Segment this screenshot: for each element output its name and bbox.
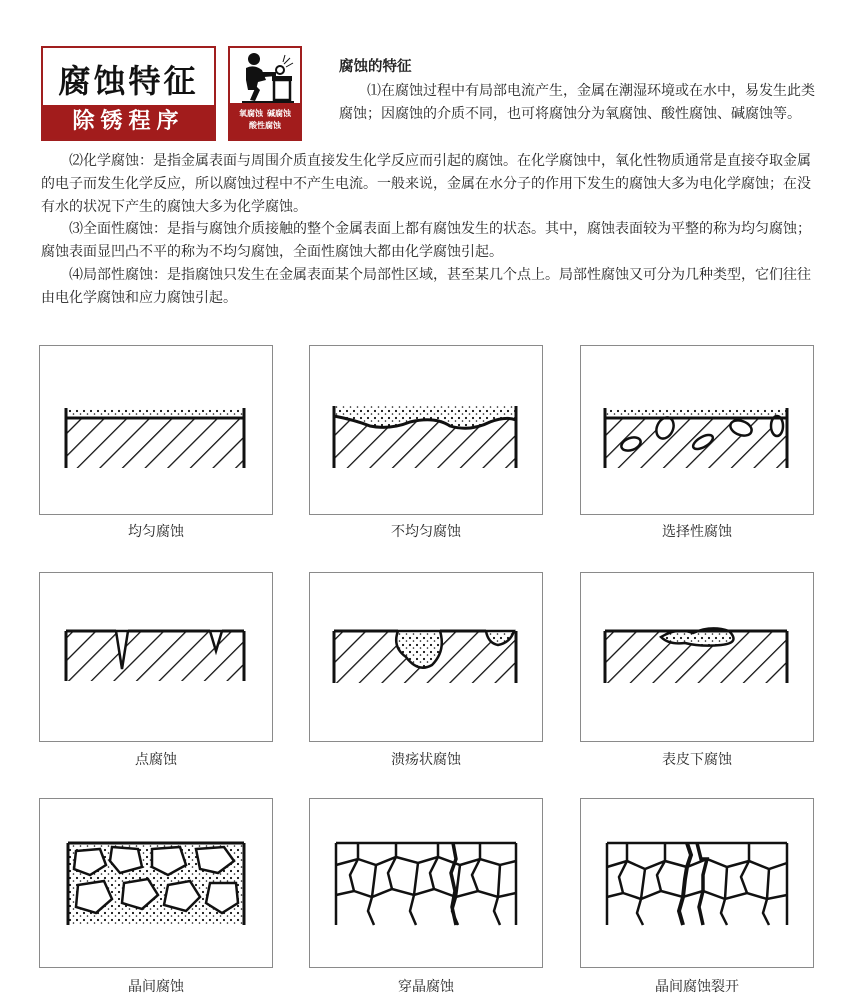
- figure-caption: 晶间腐蚀裂开: [655, 979, 739, 995]
- figure-uneven-corrosion: [309, 345, 543, 515]
- selective-corrosion-illustration: [581, 346, 815, 516]
- uneven-corrosion-illustration: [310, 346, 544, 516]
- tag-alkali: 碱腐蚀: [267, 109, 291, 118]
- figure-subsurface-corrosion: [580, 572, 814, 742]
- figure-uniform-corrosion: [39, 345, 273, 515]
- grinding-worker-icon: [236, 50, 296, 106]
- figure-caption: 不均匀腐蚀: [391, 524, 461, 540]
- figure-intergranular-cracking: [580, 798, 814, 968]
- figure-caption: 均匀腐蚀: [128, 524, 184, 540]
- figure-caption: 晶间腐蚀: [128, 979, 184, 995]
- transgranular-corrosion-illustration: [310, 799, 544, 969]
- intergranular-cracking-illustration: [581, 799, 815, 969]
- figure-caption: 点腐蚀: [135, 752, 177, 768]
- figure-intergranular-corrosion: [39, 798, 273, 968]
- subsurface-corrosion-illustration: [581, 573, 815, 743]
- figure-selective-corrosion: [580, 345, 814, 515]
- figure-transgranular-corrosion: [309, 798, 543, 968]
- worker-badge: [228, 46, 302, 141]
- paragraph-2: ⑵化学腐蚀：是指金属表面与周围介质直接发生化学反应而引起的腐蚀。在化学腐蚀中，氧化性物质通常是直接夺取金属的电子而发生化学反应，所以腐蚀过程中不产生电流。一般来说，金属在水分子的作用下发生的腐蚀大多为电化学腐蚀；在没有水的状况下产生的腐蚀大多为化学腐蚀。: [41, 153, 811, 215]
- tag-oxygen: 氧腐蚀: [239, 109, 263, 118]
- figure-caption: 溃疡状腐蚀: [391, 752, 461, 768]
- paragraph-3: ⑶全面性腐蚀：是指与腐蚀介质接触的整个金属表面上都有腐蚀发生的状态。其中，腐蚀表面较为平整的称为均匀腐蚀；腐蚀表面显凹凸不平的称为不均匀腐蚀，全面性腐蚀大都由化学腐蚀引起。: [41, 221, 811, 260]
- figure-ulcerative-corrosion: [309, 572, 543, 742]
- uniform-corrosion-illustration: [40, 346, 274, 516]
- ulcerative-corrosion-illustration: [310, 573, 544, 743]
- figure-caption: 表皮下腐蚀: [662, 752, 732, 768]
- badge-title: 腐蚀特征: [58, 62, 199, 100]
- figure-caption: 穿晶腐蚀: [398, 979, 454, 995]
- paragraph-4: ⑷局部性腐蚀：是指腐蚀只发生在金属表面某个局部性区域，甚至某几个点上。局部性腐蚀又可分为几种类型，它们往往由电化学腐蚀和应力腐蚀引起。: [41, 267, 811, 306]
- intergranular-corrosion-illustration: [40, 799, 274, 969]
- section-heading: 腐蚀的特征: [339, 59, 412, 75]
- badge-subtitle: 除锈程序: [43, 105, 214, 139]
- tag-acid: 酸性腐蚀: [249, 121, 281, 130]
- title-badge: [41, 46, 216, 141]
- figure-pitting-corrosion: [39, 572, 273, 742]
- corrosion-tags: [230, 103, 300, 139]
- paragraph-1: ⑴在腐蚀过程中有局部电流产生，金属在潮湿环境或在水中，易发生此类腐蚀；因腐蚀的介质不同，也可将腐蚀分为氧腐蚀、酸性腐蚀、碱腐蚀等。: [339, 83, 815, 122]
- pitting-corrosion-illustration: [40, 573, 274, 743]
- figure-caption: 选择性腐蚀: [662, 524, 732, 540]
